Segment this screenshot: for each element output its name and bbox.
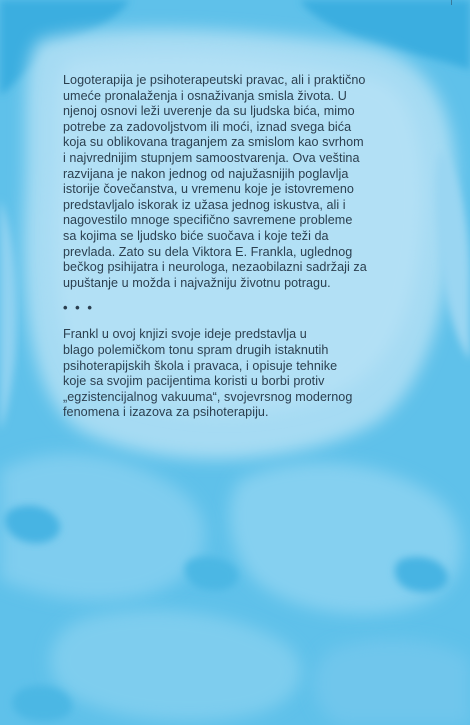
- section-separator: • • •: [63, 300, 94, 316]
- corner-tick-mark: [451, 0, 452, 5]
- description-paragraph-1: Logoterapija je psihoterapeutski pravac, ali i praktično umeće pronalaženja i osnaživanja smisla života. U njenoj osnovi leži uverenje da su ljudska bića, mimo potrebe za zadovoljstvom ili moći, iznad svega bića koja su oblikovana traganjem za smislom kao svrhom i najvrednijim stupnjem samoostvarenja. Ova veština razvijana je nakon jednog od najužasnijih poglavlja istorije čovečanstva, u vremenu koje je istovremeno predstavljalo iskorak iz užasa jednog iskustva, ali i nagovestilo mnoge specifično savremene probleme sa kojima se ljudsko biće suočava i koje teži da prevlada. Zato su dela Viktora E. Frankla, uglednog bečkog psihijatra i neurologa, nezaobilazni sadržaji za upuštanje u možda i najvažniju životnu potragu.: [63, 73, 367, 290]
- back-cover-text: [63, 73, 398, 421]
- description-paragraph-2: Frankl u ovoj knjizi svoje ideje predstavlja u blago polemičkom tonu spram drugih istaknutih psihoterapijskih škola i pravaca, i opisuje tehnike koje sa svojim pacijentima koristi u borbi protiv „egzistencijalnog vakuuma“, svojevrsnog modernog fenomena i izazova za psihoterapiju.: [63, 327, 353, 420]
